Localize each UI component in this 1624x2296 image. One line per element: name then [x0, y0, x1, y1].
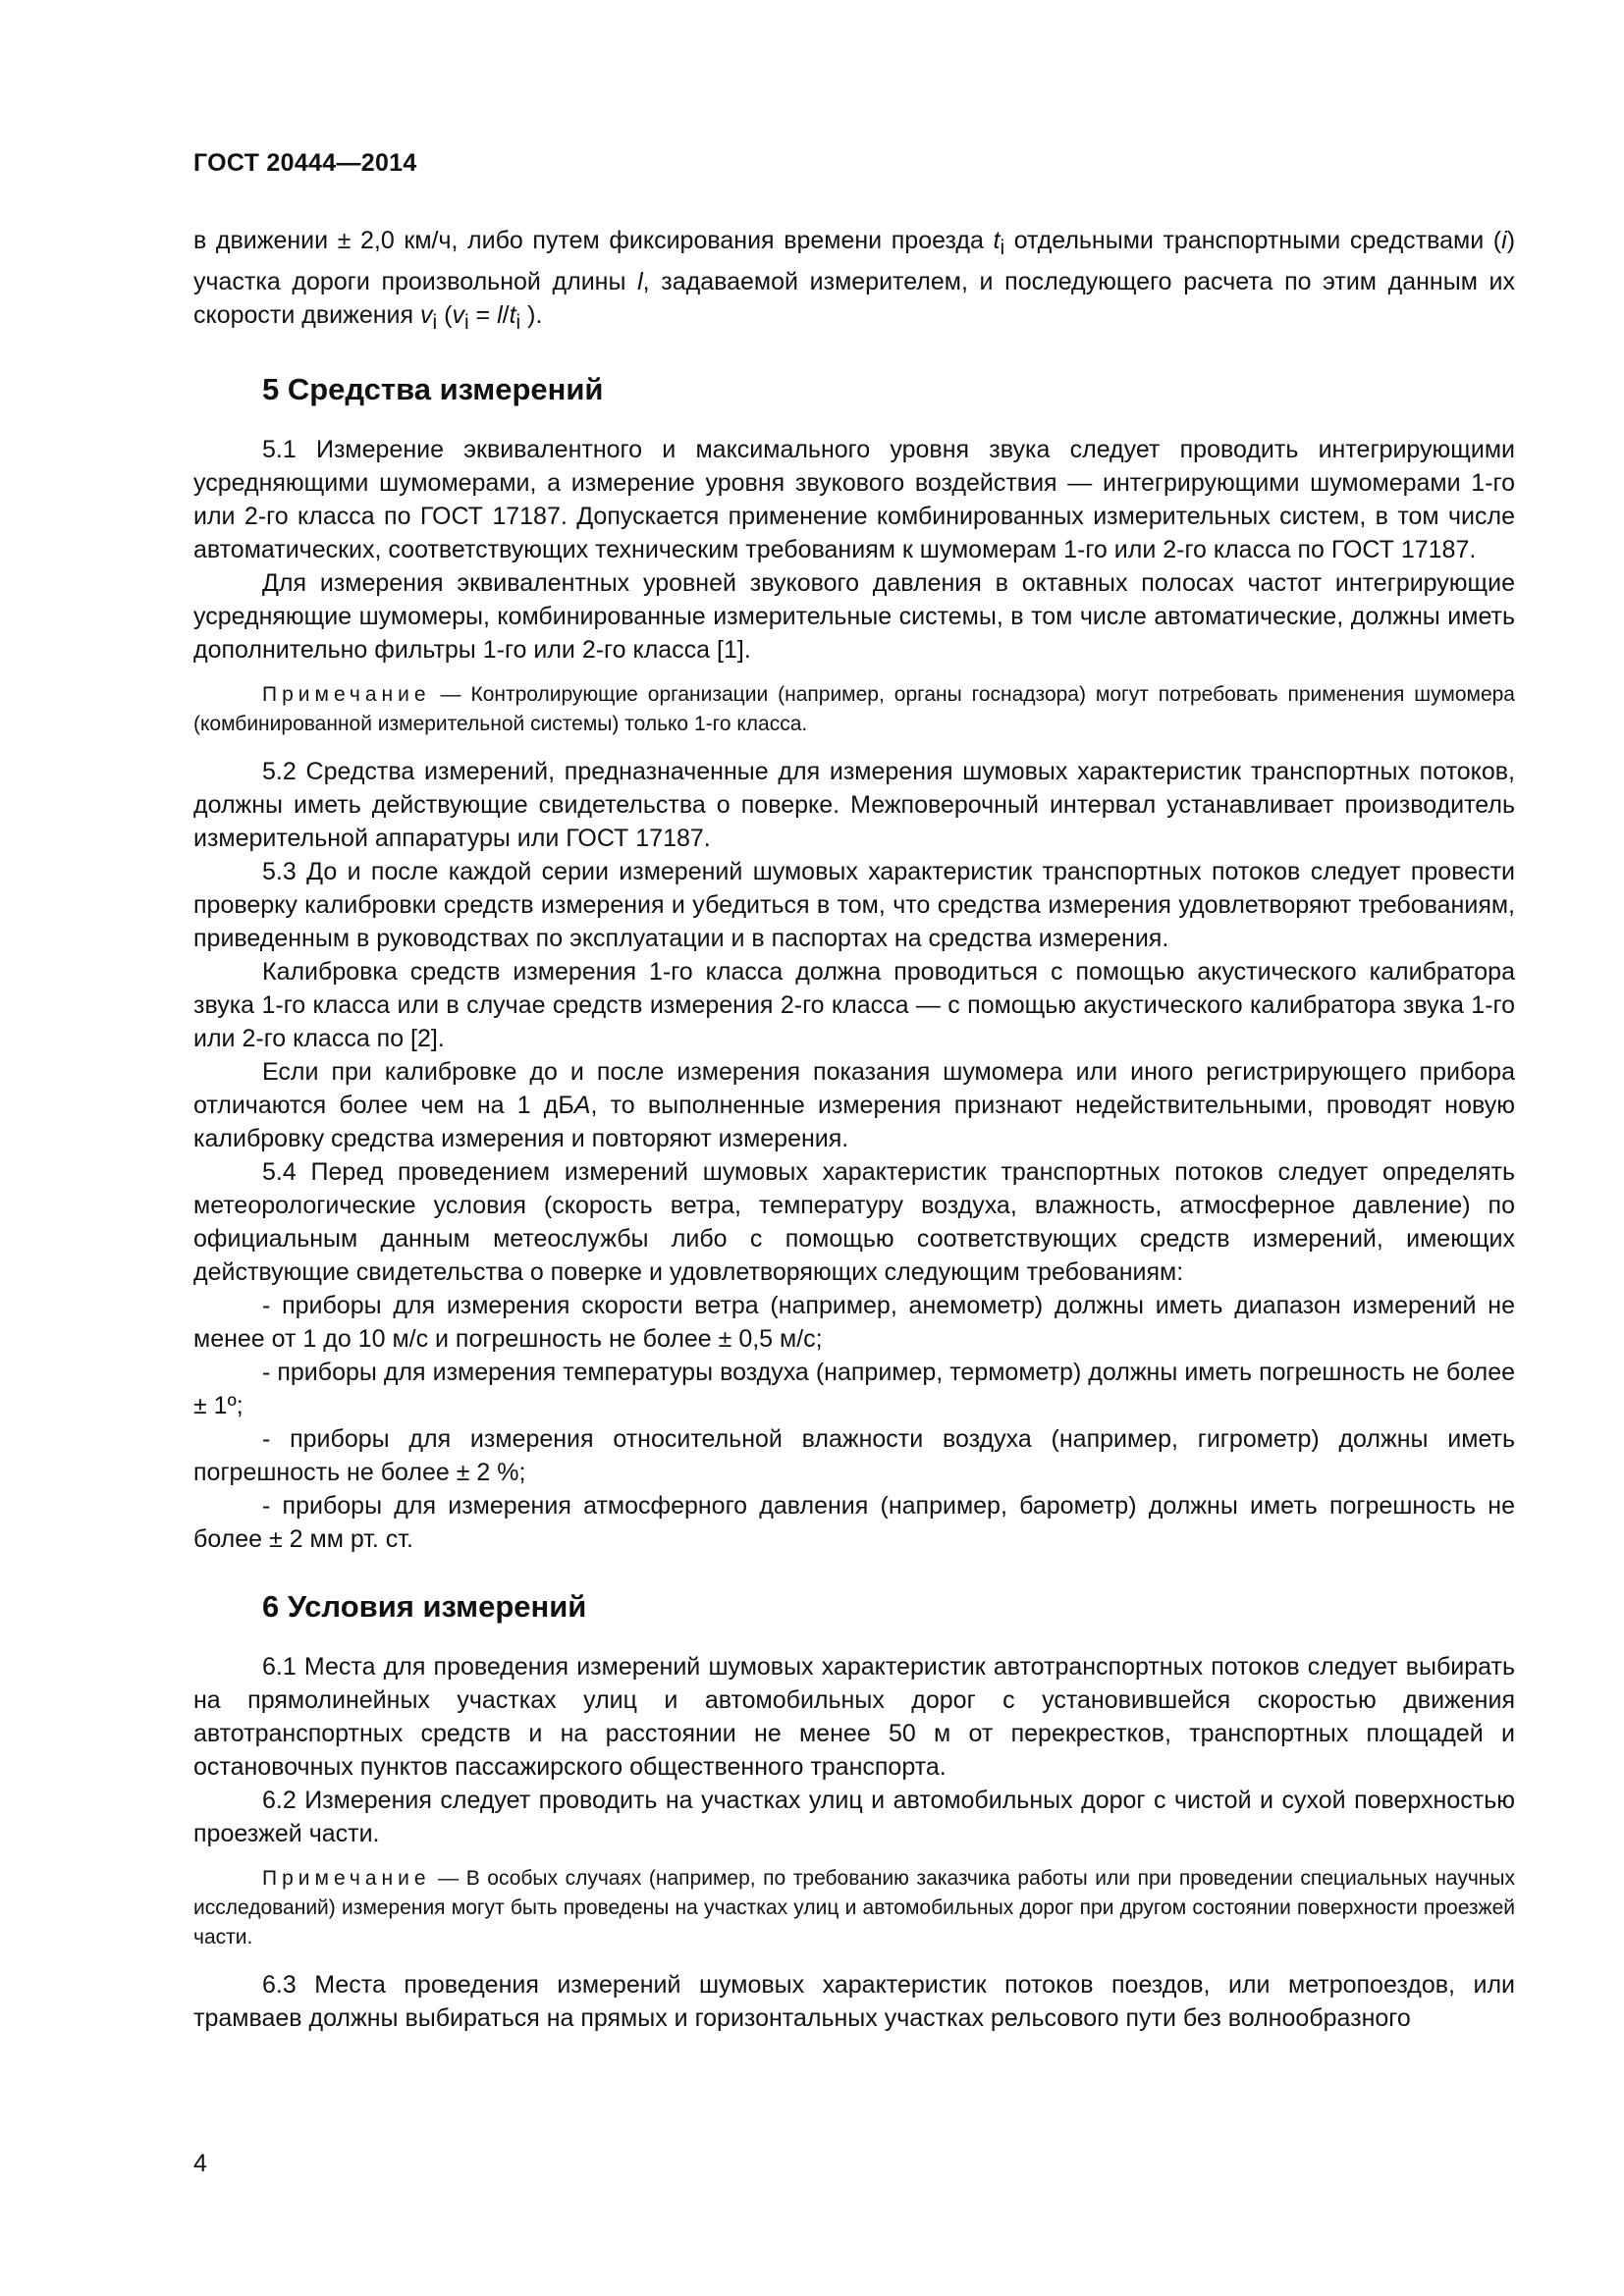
note-label: Примечание: [262, 1867, 431, 1890]
document-body: [193, 224, 1515, 2035]
paragraph-6-3: 6.3 Места проведения измерений шумовых характеристик потоков поездов, или метропоездов, или трамваев должны выбираться на прямых и горизонтальных участках рельсового пути без волнообразного: [193, 1971, 1515, 2032]
section-6-heading: 6 Условия измерений: [262, 1589, 587, 1624]
paragraph-5-2: 5.2 Средства измерений, предназначенные для измерения шумовых характеристик транспортных потоков, должны иметь действующие свидетельства о поверке. Межповерочный интервал устанавливает производитель измерительной аппаратуры или ГОСТ 17187.: [193, 758, 1515, 852]
list-item: - приборы для измерения относительной влажности воздуха (например, гигрометр) должны иметь погрешность не более ± 2 %;: [193, 1425, 1515, 1486]
note-label: Примечание: [262, 683, 431, 706]
note-5: [193, 680, 1515, 739]
intro-paragraph: в движении ± 2,0 км/ч, либо путем фиксирования времени проезда $t_i$ отдельными транспортными средствами (i) участка дороги произвольной длины l, задаваемой измерителем, и последующего расчета по этим данным их скорости движения $v_i$ ($v_i = l/t_i$ ).: [193, 227, 1516, 334]
paragraph-5-3: 5.3 До и после каждой серии измерений шумовых характеристик транспортных потоков следует провести проверку калибровки средств измерения и убедиться в том, что средства измерения удовлетворяют требованиям, приведенным в руководствах по эксплуатации и в паспортах на средства измерения.: [193, 858, 1515, 952]
paragraph-5-3-b: Калибровка средств измерения 1-го класса должна проводиться с помощью акустического калибратора звука 1-го класса или в случае средств измерения 2-го класса — с помощью акустического калибратора звука 1-го или 2-го класса по [2].: [193, 958, 1515, 1052]
paragraph-6-2: 6.2 Измерения следует проводить на участках улиц и автомобильных дорог с чистой и сухой поверхностью проезжей части.: [193, 1787, 1515, 1847]
page-number: 4: [193, 2150, 207, 2177]
section-5-heading: 5 Средства измерений: [262, 372, 604, 406]
note-text: — Контролирующие организации (например, органы госнадзора) могут потребовать применения шумомера (комбинированной измерительной системы) только 1-го класса.: [193, 683, 1515, 735]
paragraph-5-3-c: Если при калибровке до и после измерения показания шумомера или иного регистрирующего прибора отличаются более чем на 1 дБА, то выполненные измерения признают недействительными, проводят новую калибровку средства измерения и повторяют измерения.: [193, 1058, 1515, 1152]
paragraph-5-4: 5.4 Перед проведением измерений шумовых характеристик транспортных потоков следует определять метеорологические условия (скорость ветра, температуру воздуха, влажность, атмосферное давление) по официальным данным метеослужбы либо с помощью соответствующих средств измерений, имеющих действующие свидетельства о поверке и удовлетворяющих следующим требованиям:: [193, 1158, 1515, 1286]
paragraph-5-1: 5.1 Измерение эквивалентного и максимального уровня звука следует проводить интегрирующими усредняющими шумомерами, а измерение уровня звукового воздействия — интегрирующими шумомерами 1-го или 2-го класса по ГОСТ 17187. Допускается применение комбинированных измерительных систем, в том числе автоматических, соответствующих техническим требованиям к шумомерам 1-го или 2-го класса по ГОСТ 17187.: [193, 436, 1515, 563]
note-text: — В особых случаях (например, по требованию заказчика работы или при проведении специальных научных исследований) измерения могут быть проведены на участках улиц и автомобильных дорог при другом состоянии поверхности проезжей части.: [193, 1867, 1515, 1949]
note-6: [193, 1864, 1515, 1952]
list-item: - приборы для измерения скорости ветра (например, анемометр) должны иметь диапазон измерений не менее от 1 до 10 м/с и погрешность не более ± 0,5 м/с;: [193, 1292, 1515, 1353]
paragraph-5-1-b: Для измерения эквивалентных уровней звукового давления в октавных полосах частот интегрирующие усредняющие шумомеры, комбинированные измерительные системы, в том числе автоматические, должны иметь дополнительно фильтры 1-го или 2-го класса [1].: [193, 569, 1515, 664]
paragraph-6-1: 6.1 Места для проведения измерений шумовых характеристик автотранспортных потоков следует выбирать на прямолинейных участках улиц и автомобильных дорог с установившейся скоростью движения автотранспортных средств и на расстоянии не менее 50 м от перекрестков, транспортных площадей и остановочных пунктов пассажирского общественного транспорта.: [193, 1653, 1515, 1781]
list-item: - приборы для измерения температуры воздуха (например, термометр) должны иметь погрешность не более ± 1º;: [193, 1359, 1515, 1419]
document-header: ГОСТ 20444—2014: [193, 149, 417, 177]
list-item: - приборы для измерения атмосферного давления (например, барометр) должны иметь погрешность не более ± 2 мм рт. ст.: [193, 1492, 1515, 1553]
